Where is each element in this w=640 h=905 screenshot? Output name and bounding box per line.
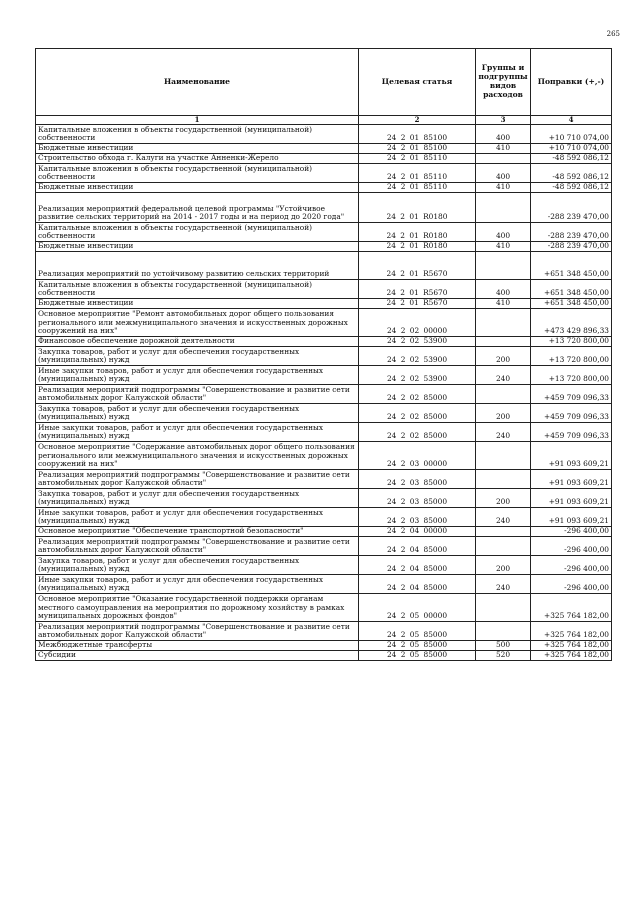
row-amendment-amount: +651 348 450,00	[531, 252, 612, 280]
row-name: Межбюджетные трансферты	[36, 641, 359, 651]
row-name: Реализация мероприятий федеральной целевой программы "Устойчивое развитие сельских территорий на 2014 - 2017 годы и на период до 2020 года"	[36, 193, 359, 223]
row-name: Финансовое обеспечение дорожной деятельности	[36, 337, 359, 347]
row-target-article: 24 2 01 R0180	[359, 223, 476, 242]
table-row	[36, 442, 612, 470]
row-amendment-amount: -296 400,00	[531, 527, 612, 537]
table-row	[36, 299, 612, 309]
table-row	[36, 489, 612, 508]
column-number: 3	[476, 116, 531, 125]
table-body	[36, 125, 612, 661]
row-expense-group: 200	[476, 347, 531, 366]
row-name: Бюджетные инвестиции	[36, 183, 359, 193]
row-expense-group: 240	[476, 366, 531, 385]
table-row	[36, 423, 612, 442]
header-expense-groups: Группы и подгруппы видов расходов	[476, 49, 531, 116]
table-row	[36, 470, 612, 489]
page-number: 265	[606, 30, 620, 38]
header-amendments: Поправки (+,-)	[531, 49, 612, 116]
row-amendment-amount: -48 592 086,12	[531, 154, 612, 164]
row-amendment-amount: +459 709 096,33	[531, 404, 612, 423]
row-name: Реализация мероприятий подпрограммы "Совершенствование и развитие сети автомобильных дорог Калужской области"	[36, 385, 359, 404]
row-name: Иные закупки товаров, работ и услуг для обеспечения государственных (муниципальных) нужд	[36, 366, 359, 385]
row-expense-group: 400	[476, 125, 531, 144]
row-target-article: 24 2 03 85000	[359, 508, 476, 527]
row-amendment-amount: -48 592 086,12	[531, 183, 612, 193]
row-expense-group	[476, 470, 531, 489]
row-target-article: 24 2 03 85000	[359, 470, 476, 489]
row-name: Капитальные вложения в объекты государственной (муниципальной) собственности	[36, 164, 359, 183]
row-expense-group: 410	[476, 242, 531, 252]
row-expense-group	[476, 337, 531, 347]
table-row	[36, 193, 612, 223]
row-amendment-amount: -296 400,00	[531, 575, 612, 594]
row-amendment-amount: +13 720 800,00	[531, 366, 612, 385]
row-name: Закупка товаров, работ и услуг для обеспечения государственных (муниципальных) нужд	[36, 489, 359, 508]
row-expense-group: 520	[476, 651, 531, 661]
row-name: Иные закупки товаров, работ и услуг для обеспечения государственных (муниципальных) нужд	[36, 575, 359, 594]
row-name: Основное мероприятие "Обеспечение транспортной безопасности"	[36, 527, 359, 537]
row-expense-group	[476, 622, 531, 641]
row-amendment-amount: -296 400,00	[531, 556, 612, 575]
row-name: Закупка товаров, работ и услуг для обеспечения государственных (муниципальных) нужд	[36, 347, 359, 366]
row-name: Бюджетные инвестиции	[36, 299, 359, 309]
row-amendment-amount: +325 764 182,00	[531, 622, 612, 641]
row-target-article: 24 2 04 85000	[359, 556, 476, 575]
row-amendment-amount: +10 710 074,00	[531, 144, 612, 154]
row-target-article: 24 2 01 85110	[359, 164, 476, 183]
table-header-row	[36, 49, 612, 116]
row-expense-group: 400	[476, 164, 531, 183]
table-row	[36, 556, 612, 575]
table-row	[36, 337, 612, 347]
row-target-article: 24 2 01 R0180	[359, 242, 476, 252]
row-target-article: 24 2 01 R5670	[359, 252, 476, 280]
table-row	[36, 164, 612, 183]
row-expense-group: 240	[476, 508, 531, 527]
row-expense-group: 200	[476, 404, 531, 423]
row-expense-group: 410	[476, 299, 531, 309]
row-name: Иные закупки товаров, работ и услуг для обеспечения государственных (муниципальных) нужд	[36, 423, 359, 442]
column-number: 1	[36, 116, 359, 125]
table-row	[36, 575, 612, 594]
table-row	[36, 309, 612, 337]
header-target-article: Целевая статья	[359, 49, 476, 116]
row-expense-group: 400	[476, 223, 531, 242]
row-target-article: 24 2 05 85000	[359, 622, 476, 641]
row-amendment-amount: +651 348 450,00	[531, 280, 612, 299]
row-name: Капитальные вложения в объекты государственной (муниципальной) собственности	[36, 223, 359, 242]
row-amendment-amount: +10 710 074,00	[531, 125, 612, 144]
row-target-article: 24 2 05 00000	[359, 594, 476, 622]
row-amendment-amount: +91 093 609,21	[531, 442, 612, 470]
row-expense-group	[476, 193, 531, 223]
row-target-article: 24 2 02 53900	[359, 366, 476, 385]
row-target-article: 24 2 04 00000	[359, 527, 476, 537]
row-name: Строительство обхода г. Калуги на участке Анненки-Жерело	[36, 154, 359, 164]
table-row	[36, 527, 612, 537]
row-target-article: 24 2 04 85000	[359, 537, 476, 556]
row-name: Основное мероприятие "Содержание автомобильных дорог общего пользования регионального или межмуниципального значения и искусственных дорожных сооружений на них"	[36, 442, 359, 470]
table-row	[36, 594, 612, 622]
row-target-article: 24 2 01 R5670	[359, 299, 476, 309]
row-expense-group: 410	[476, 144, 531, 154]
row-amendment-amount: +473 429 896,33	[531, 309, 612, 337]
row-expense-group: 240	[476, 575, 531, 594]
table-row	[36, 242, 612, 252]
row-target-article: 24 2 02 53900	[359, 347, 476, 366]
row-amendment-amount: +459 709 096,33	[531, 385, 612, 404]
row-name: Основное мероприятие "Ремонт автомобильных дорог общего пользования регионального или межмуниципального значения и искусственных дорожных сооружений на них"	[36, 309, 359, 337]
row-target-article: 24 2 03 85000	[359, 489, 476, 508]
row-name: Иные закупки товаров, работ и услуг для обеспечения государственных (муниципальных) нужд	[36, 508, 359, 527]
row-name: Реализация мероприятий по устойчивому развитию сельских территорий	[36, 252, 359, 280]
row-target-article: 24 2 02 53900	[359, 337, 476, 347]
row-target-article: 24 2 01 R5670	[359, 280, 476, 299]
table-row	[36, 183, 612, 193]
row-amendment-amount: -296 400,00	[531, 537, 612, 556]
table-row	[36, 537, 612, 556]
row-target-article: 24 2 02 00000	[359, 309, 476, 337]
row-target-article: 24 2 01 85100	[359, 125, 476, 144]
row-amendment-amount: +91 093 609,21	[531, 489, 612, 508]
row-amendment-amount: +91 093 609,21	[531, 508, 612, 527]
budget-amendments-table	[35, 48, 612, 661]
row-expense-group	[476, 537, 531, 556]
row-name: Реализация мероприятий подпрограммы "Совершенствование и развитие сети автомобильных дорог Калужской области"	[36, 622, 359, 641]
row-target-article: 24 2 05 85000	[359, 641, 476, 651]
row-expense-group	[476, 527, 531, 537]
row-target-article: 24 2 01 85110	[359, 183, 476, 193]
row-expense-group: 400	[476, 280, 531, 299]
row-name: Закупка товаров, работ и услуг для обеспечения государственных (муниципальных) нужд	[36, 404, 359, 423]
row-expense-group	[476, 252, 531, 280]
row-target-article: 24 2 02 85000	[359, 423, 476, 442]
table-row	[36, 385, 612, 404]
row-expense-group	[476, 309, 531, 337]
header-name: Наименование	[36, 49, 359, 116]
row-target-article: 24 2 03 00000	[359, 442, 476, 470]
column-number: 2	[359, 116, 476, 125]
table-row	[36, 508, 612, 527]
row-name: Субсидии	[36, 651, 359, 661]
table-row	[36, 641, 612, 651]
table-row	[36, 366, 612, 385]
table-row	[36, 252, 612, 280]
row-expense-group	[476, 442, 531, 470]
row-name: Капитальные вложения в объекты государственной (муниципальной) собственности	[36, 125, 359, 144]
table-row	[36, 280, 612, 299]
row-expense-group	[476, 385, 531, 404]
row-target-article: 24 2 02 85000	[359, 404, 476, 423]
row-amendment-amount: +325 764 182,00	[531, 594, 612, 622]
table-row	[36, 144, 612, 154]
row-amendment-amount: -48 592 086,12	[531, 164, 612, 183]
row-expense-group: 410	[476, 183, 531, 193]
table-row	[36, 125, 612, 144]
row-name: Реализация мероприятий подпрограммы "Совершенствование и развитие сети автомобильных дорог Калужской области"	[36, 537, 359, 556]
table-row	[36, 347, 612, 366]
row-expense-group: 500	[476, 641, 531, 651]
row-name: Бюджетные инвестиции	[36, 242, 359, 252]
row-target-article: 24 2 01 85110	[359, 154, 476, 164]
row-name: Основное мероприятие "Оказание государственной поддержки органам местного самоуправления на мероприятия по дорожному хозяйству в рамках муниципальных дорожных фондов"	[36, 594, 359, 622]
row-name: Бюджетные инвестиции	[36, 144, 359, 154]
row-amendment-amount: +459 709 096,33	[531, 423, 612, 442]
row-name: Закупка товаров, работ и услуг для обеспечения государственных (муниципальных) нужд	[36, 556, 359, 575]
row-amendment-amount: +325 764 182,00	[531, 651, 612, 661]
row-amendment-amount: -288 239 470,00	[531, 242, 612, 252]
row-target-article: 24 2 01 R0180	[359, 193, 476, 223]
row-amendment-amount: -288 239 470,00	[531, 193, 612, 223]
row-expense-group: 200	[476, 489, 531, 508]
table-row	[36, 651, 612, 661]
row-expense-group: 240	[476, 423, 531, 442]
column-numbers-row	[36, 116, 612, 125]
row-amendment-amount: +13 720 800,00	[531, 337, 612, 347]
row-target-article: 24 2 02 85000	[359, 385, 476, 404]
row-expense-group	[476, 154, 531, 164]
row-amendment-amount: +13 720 800,00	[531, 347, 612, 366]
row-amendment-amount: +651 348 450,00	[531, 299, 612, 309]
table-row	[36, 223, 612, 242]
row-name: Капитальные вложения в объекты государственной (муниципальной) собственности	[36, 280, 359, 299]
row-target-article: 24 2 04 85000	[359, 575, 476, 594]
column-number: 4	[531, 116, 612, 125]
table-row	[36, 404, 612, 423]
row-target-article: 24 2 01 85100	[359, 144, 476, 154]
table-row	[36, 154, 612, 164]
row-amendment-amount: +91 093 609,21	[531, 470, 612, 489]
row-expense-group	[476, 594, 531, 622]
row-target-article: 24 2 05 85000	[359, 651, 476, 661]
row-expense-group: 200	[476, 556, 531, 575]
row-name: Реализация мероприятий подпрограммы "Совершенствование и развитие сети автомобильных дорог Калужской области"	[36, 470, 359, 489]
row-amendment-amount: +325 764 182,00	[531, 641, 612, 651]
row-amendment-amount: -288 239 470,00	[531, 223, 612, 242]
table-row	[36, 622, 612, 641]
